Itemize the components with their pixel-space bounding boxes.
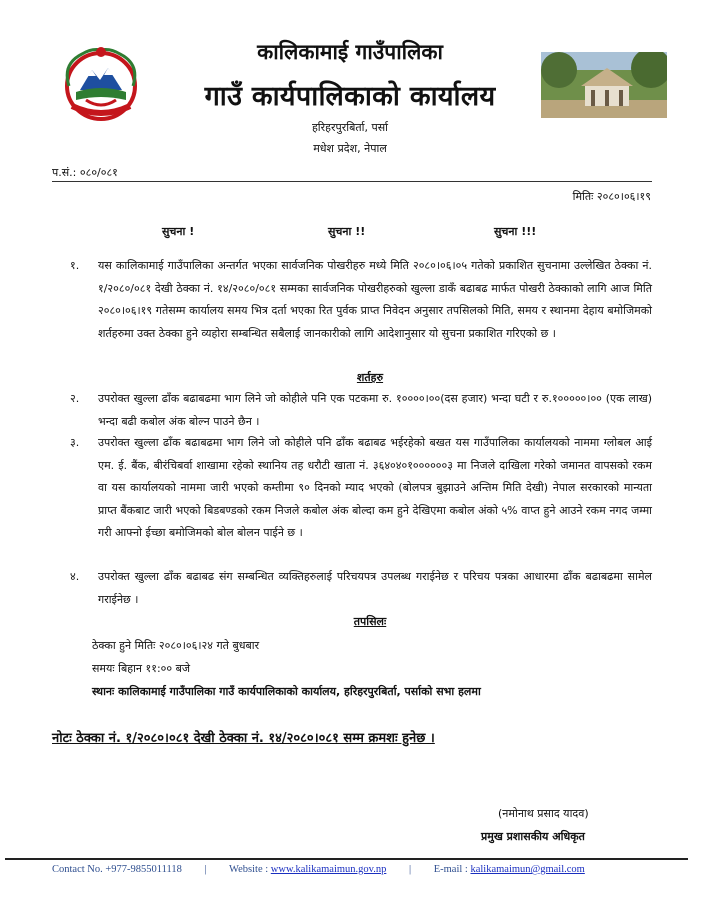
- email-link[interactable]: kalikamaimun@gmail.com: [470, 864, 585, 875]
- letter-date: मितिः २०८०।०६।१९: [572, 190, 651, 203]
- list-item: [70, 255, 652, 365]
- item-text: उपरोक्त खुल्ला ढाँक बढाबढमा भाग लिने जो कोहीले पनि ढाँक बढाबढ भईरहेको बखत यस गाउँपालिका कार्यालयको नाममा ग्लोबल आई एम. ई. बैंक, बीरंचिबर्वा शाखामा रहेको स्थानिय तह धरौटी खाता नं. ३६४०४०१००००००३ मा निजले दाखिला गरेको जमानत वापसको रकम वा यस कार्यालयको नाममा जारी भएको कम्तीमा ९० दिनको म्याद भएको (बोलपत्र बुझाउने अन्तिम मिति देखी) नेपाल सरकारको मान्यता प्राप्त बैंकबाट जारी भएको बिडबण्डको रकम निजले कबोल अंक बोल्दा कम हुने देखिएमा कबोल अंको ५% वाप्त हुने आउने रकम नगद जम्मा गरी आफ्नो ईच्छा बमोजिमको बोल बोलन पाईने छ ।: [98, 436, 652, 539]
- item-text: उपरोक्त खुल्ला ढाँक बढाबढ संग सम्बन्धित व्यक्तिहरुलाई परिचयपत्र उपलब्ध गराईनेछ र परिचय पत्रका आधारमा ढाँक बढाबढमा सामेल गराईनेछ ।: [98, 570, 652, 606]
- municipality-name: कालिकामाई गाउँपालिका: [257, 40, 443, 64]
- schedule-time: समयः बिहान ११:०० बजे: [92, 662, 191, 675]
- item-number: ४.: [70, 570, 80, 583]
- website-label: Website :: [229, 864, 271, 875]
- website-link[interactable]: www.kalikamaimun.gov.np: [270, 864, 387, 875]
- header-divider: [52, 181, 652, 182]
- notice-heading-2: सुचना !!: [328, 225, 366, 238]
- item-text: यस कालिकामाई गाउँपालिका अन्तर्गत भएका सार्वजनिक पोखरीहरु मध्ये मिति २०८०।०६।०५ गतेको प्रकाशित सुचनामा उल्लेखित ठेक्का नं. १/२०८०/०८१ देखी ठेक्का नं. १४/२०८०/०८१ सम्मका सार्वजनिक पोखरीहरुको खुल्ला डाकँ बढाबढ मार्फत पोखरी ठेक्काको लागि आज मिति २०८०।०६।१९ गतेसम्म कार्यालय समय भित्र दर्ता भएका रित पुर्वक प्राप्त निवेदन अनुसार तपसिलको मिति, समय र स्थानमा देहाय बमोजिमको शर्तहरुमा उक्त ठेक्का हुने व्यहोरा सम्बन्धित सबैलाई जानकारीको लागि आदेशानुसार यो सुचना प्रकाशित गरिएको छ ।: [98, 259, 652, 340]
- temple-photo: [541, 52, 667, 118]
- reference-number: प.सं.: ०८०/०८१: [52, 166, 118, 179]
- item-text: उपरोक्त खुल्ला ढाँक बढाबढमा भाग लिने जो कोहीले पनि एक पटकमा रु. १००००।००(दस हजार) भन्दा घटी र रु.१०००००।०० (एक लाख) भन्दा बढी कबोल अंक बोल्न पाउने छैन ।: [98, 392, 652, 428]
- item-number: १.: [70, 259, 80, 272]
- signer-name: (नमोनाथ प्रसाद यादव): [498, 807, 589, 820]
- schedule-venue: स्थानः कालिकामाई गाउँपालिका गाउँ कार्यपालिकाको कार्यालय, हरिहरपुरबिर्ता, पर्साको सभा हलमा: [92, 685, 481, 698]
- address-line-1: हरिहरपुरबिर्ता, पर्सा: [311, 121, 389, 134]
- conditions-heading: शर्तहरु: [356, 371, 384, 384]
- footer-divider: [5, 858, 688, 860]
- note: नोटः ठेक्का नं. १/२०८०।०८१ देखी ठेक्का नं. १४/२०८०।०८१ सम्म क्रमशः हुनेछ ।: [52, 731, 435, 746]
- signer-title: प्रमुख प्रशासकीय अधिकृत: [481, 830, 585, 843]
- list-item: [70, 432, 652, 566]
- government-emblem: [52, 44, 150, 124]
- list-item: [70, 388, 652, 434]
- item-number: २.: [70, 392, 80, 405]
- address-line-2: मधेश प्रदेश, नेपाल: [313, 142, 387, 155]
- footer-separator: |: [408, 864, 412, 875]
- office-title: गाउँ कार्यपालिकाको कार्यालय: [204, 81, 496, 112]
- footer: [52, 864, 672, 875]
- list-item: [70, 566, 652, 612]
- footer-separator: |: [204, 864, 207, 875]
- notice-heading-3: सुचना !!!: [494, 225, 537, 238]
- contact-number: Contact No. +977-9855011118: [52, 864, 182, 875]
- item-number: ३.: [70, 436, 80, 449]
- schedule-date: ठेक्का हुने मितिः २०८०।०६।२४ गते बुधबार: [92, 639, 260, 652]
- email-label: E-mail :: [433, 864, 471, 875]
- schedule-heading: तपसिलः: [353, 615, 387, 628]
- notice-heading-1: सुचना !: [162, 225, 195, 238]
